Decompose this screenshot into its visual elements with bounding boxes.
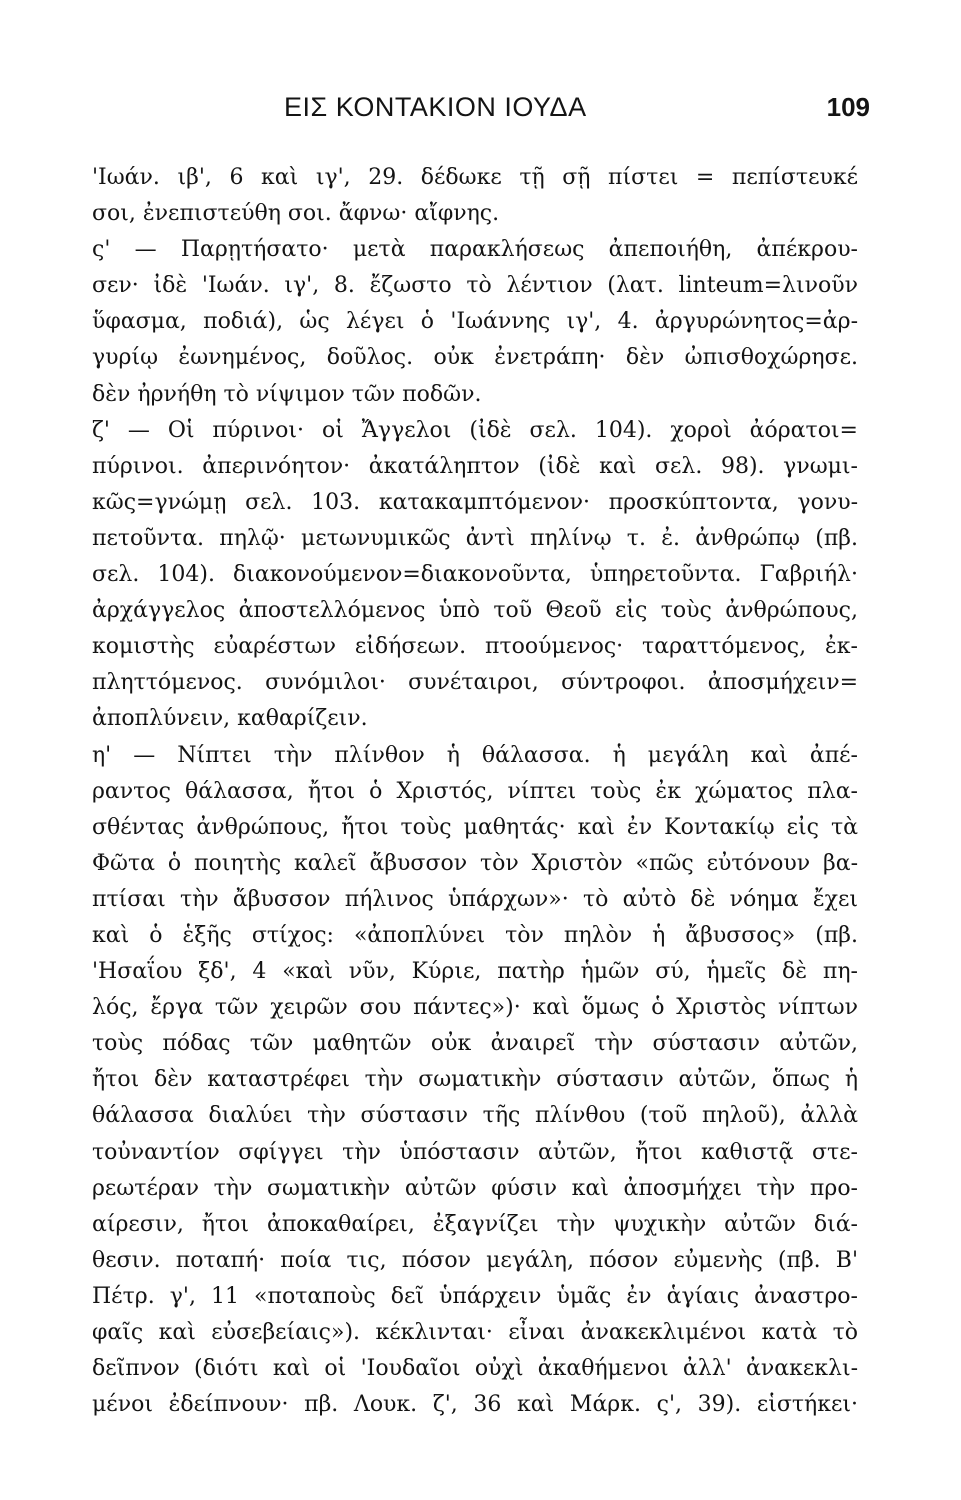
text-line: μένοι ἐδείπνουν· πβ. Λουκ. ζ', 36 καὶ Μάρκ. ς', 39). εἱστήκει·	[92, 1392, 858, 1418]
text-line: κῶς=γνώμῃ σελ. 103. κατακαμπτόμενον· προσκύπτοντα, γονυ-	[92, 489, 858, 515]
text-line: 'Ησαΐου ξδ', 4 «καὶ νῦν, Κύριε, πατὴρ ἡμῶν σύ, ἡμεῖς δὲ πη-	[92, 959, 858, 985]
text-line: πτίσαι τὴν ἄβυσσον πήλινος ὑπάρχων»· τὸ αὐτὸ δὲ νόημα ἔχει	[92, 886, 858, 912]
text-line: Πέτρ. γ', 11 «ποταποὺς δεῖ ὑπάρχειν ὑμᾶς ἐν ἁγίαις ἀναστρο-	[92, 1283, 858, 1309]
text-line: θάλασσα διαλύει τὴν σύστασιν τῆς πλίνθου (τοῦ πηλοῦ), ἀλλὰ	[92, 1103, 858, 1129]
text-line: ἤτοι δὲν καταστρέφει τὴν σωματικὴν σύστασιν αὐτῶν, ὅπως ἡ	[92, 1067, 858, 1093]
text-line: Φῶτα ὁ ποιητὴς καλεῖ ἄβυσσον τὸν Χριστὸν «πῶς εὐτόνουν βα-	[92, 850, 858, 876]
text-line: ραντος θάλασσα, ἤτοι ὁ Χριστός, νίπτει τοὺς ἐκ χώματος πλα-	[92, 778, 858, 804]
text-line: ζ' — Οἱ πύρινοι· οἱ Ἄγγελοι (ἰδὲ σελ. 104). χοροὶ ἀόρατοι=	[92, 417, 858, 443]
text-line: κομιστὴς εὐαρέστων εἰδήσεων. πτοούμενος· ταραττόμενος, ἐκ-	[92, 634, 858, 660]
text-line: δεῖπνον (διότι καὶ οἱ 'Ιουδαῖοι οὐχὶ ἀκαθήμενοι ἀλλ' ἀνακεκλι-	[92, 1356, 858, 1382]
text-line: ἀποπλύνειν, καθαρίζειν.	[92, 706, 368, 732]
text-line: δὲν ἠρνήθη τὸ νίψιμον τῶν ποδῶν.	[92, 381, 482, 407]
body-text	[92, 160, 858, 1423]
text-line: πετοῦντα. πηλῷ· μετωνυμικῶς ἀντὶ πηλίνῳ τ. ἐ. ἀνθρώπῳ (πβ.	[92, 525, 858, 551]
text-line: σθέντας ἀνθρώπους, ἤτοι τοὺς μαθητάς· καὶ ἐν Κοντακίῳ εἰς τὰ	[92, 814, 858, 840]
text-line: ς' — Παρῃτήσατο· μετὰ παρακλήσεως ἀπεποιήθη, ἀπέκρου-	[92, 237, 858, 263]
text-line: 'Ιωάν. ιβ', 6 καὶ ιγ', 29. δέδωκε τῇ σῇ πίστει = πεπίστευκέ	[92, 165, 858, 190]
text-line: θεσιν. ποταπή· ποία τις, πόσον μεγάλη, πόσον εὐμενὴς (πβ. Β'	[92, 1247, 858, 1273]
text-line: λός, ἔργα τῶν χειρῶν σου πάντες»)· καὶ ὅμως ὁ Χριστὸς νίπτων	[92, 995, 858, 1021]
text-line: τοὐναντίον σφίγγει τὴν ὑπόστασιν αὐτῶν, ἤτοι καθιστᾷ στε-	[92, 1139, 858, 1165]
page-number: 109	[826, 92, 870, 122]
text-line: ρεωτέραν τὴν σωματικὴν αὐτῶν φύσιν καὶ ἀποσμήχει τὴν προ-	[92, 1175, 858, 1201]
text-line: γυρίῳ ἐωνημένος, δοῦλος. οὐκ ἐνετράπη· δὲν ὠπισθοχώρησε.	[92, 345, 858, 371]
text-line: η' — Νίπτει τὴν πλίνθον ἡ θάλασσα. ἡ μεγάλη καὶ ἀπέ-	[92, 742, 858, 768]
text-line: καὶ ὁ ἑξῆς στίχος: «ἀποπλύνει τὸν πηλὸν ἡ ἄβυσσος» (πβ.	[92, 922, 858, 948]
text-line: πύρινοι. ἀπερινόητον· ἀκατάληπτον (ἰδὲ καὶ σελ. 98). γνωμι-	[92, 453, 858, 479]
text-line: πληττόμενος. συνόμιλοι· συνέταιροι, σύντροφοι. ἀποσμήχειν=	[92, 670, 858, 696]
text-line: σοι, ἐνεπιστεύθη σοι. ἄφνω· αἴφνης.	[92, 201, 500, 227]
text-line: σελ. 104). διακονούμενον=διακονοῦντα, ὑπηρετοῦντα. Γαβριήλ·	[92, 562, 858, 588]
text-line: τοὺς πόδας τῶν μαθητῶν οὐκ ἀναιρεῖ τὴν σύστασιν αὐτῶν,	[92, 1031, 858, 1057]
text-line: ἀρχάγγελος ἀποστελλόμενος ὑπὸ τοῦ Θεοῦ εἰς τοὺς ἀνθρώπους,	[92, 598, 858, 624]
text-line: σεν· ἰδὲ 'Ιωάν. ιγ', 8. ἔζωστο τὸ λέντιον (λατ. linteum=λινοῦν	[92, 273, 858, 299]
text-line: ὕφασμα, ποδιά), ὡς λέγει ὁ 'Ιωάννης ιγ', 4. ἀργυρώνητος=ἀρ-	[92, 309, 858, 335]
text-line: φαῖς καὶ εὐσεβείαις»). κέκλινται· εἶναι ἀνακεκλιμένοι κατὰ τὸ	[92, 1320, 858, 1345]
running-title: ΕΙΣ ΚΟΝΤΑΚΙΟΝ ΙΟΥΔΑ	[284, 92, 587, 122]
page-header	[90, 92, 870, 132]
text-line: αίρεσιν, ἤτοι ἀποκαθαίρει, ἐξαγνίζει τὴν ψυχικὴν αὐτῶν διά-	[92, 1211, 858, 1237]
